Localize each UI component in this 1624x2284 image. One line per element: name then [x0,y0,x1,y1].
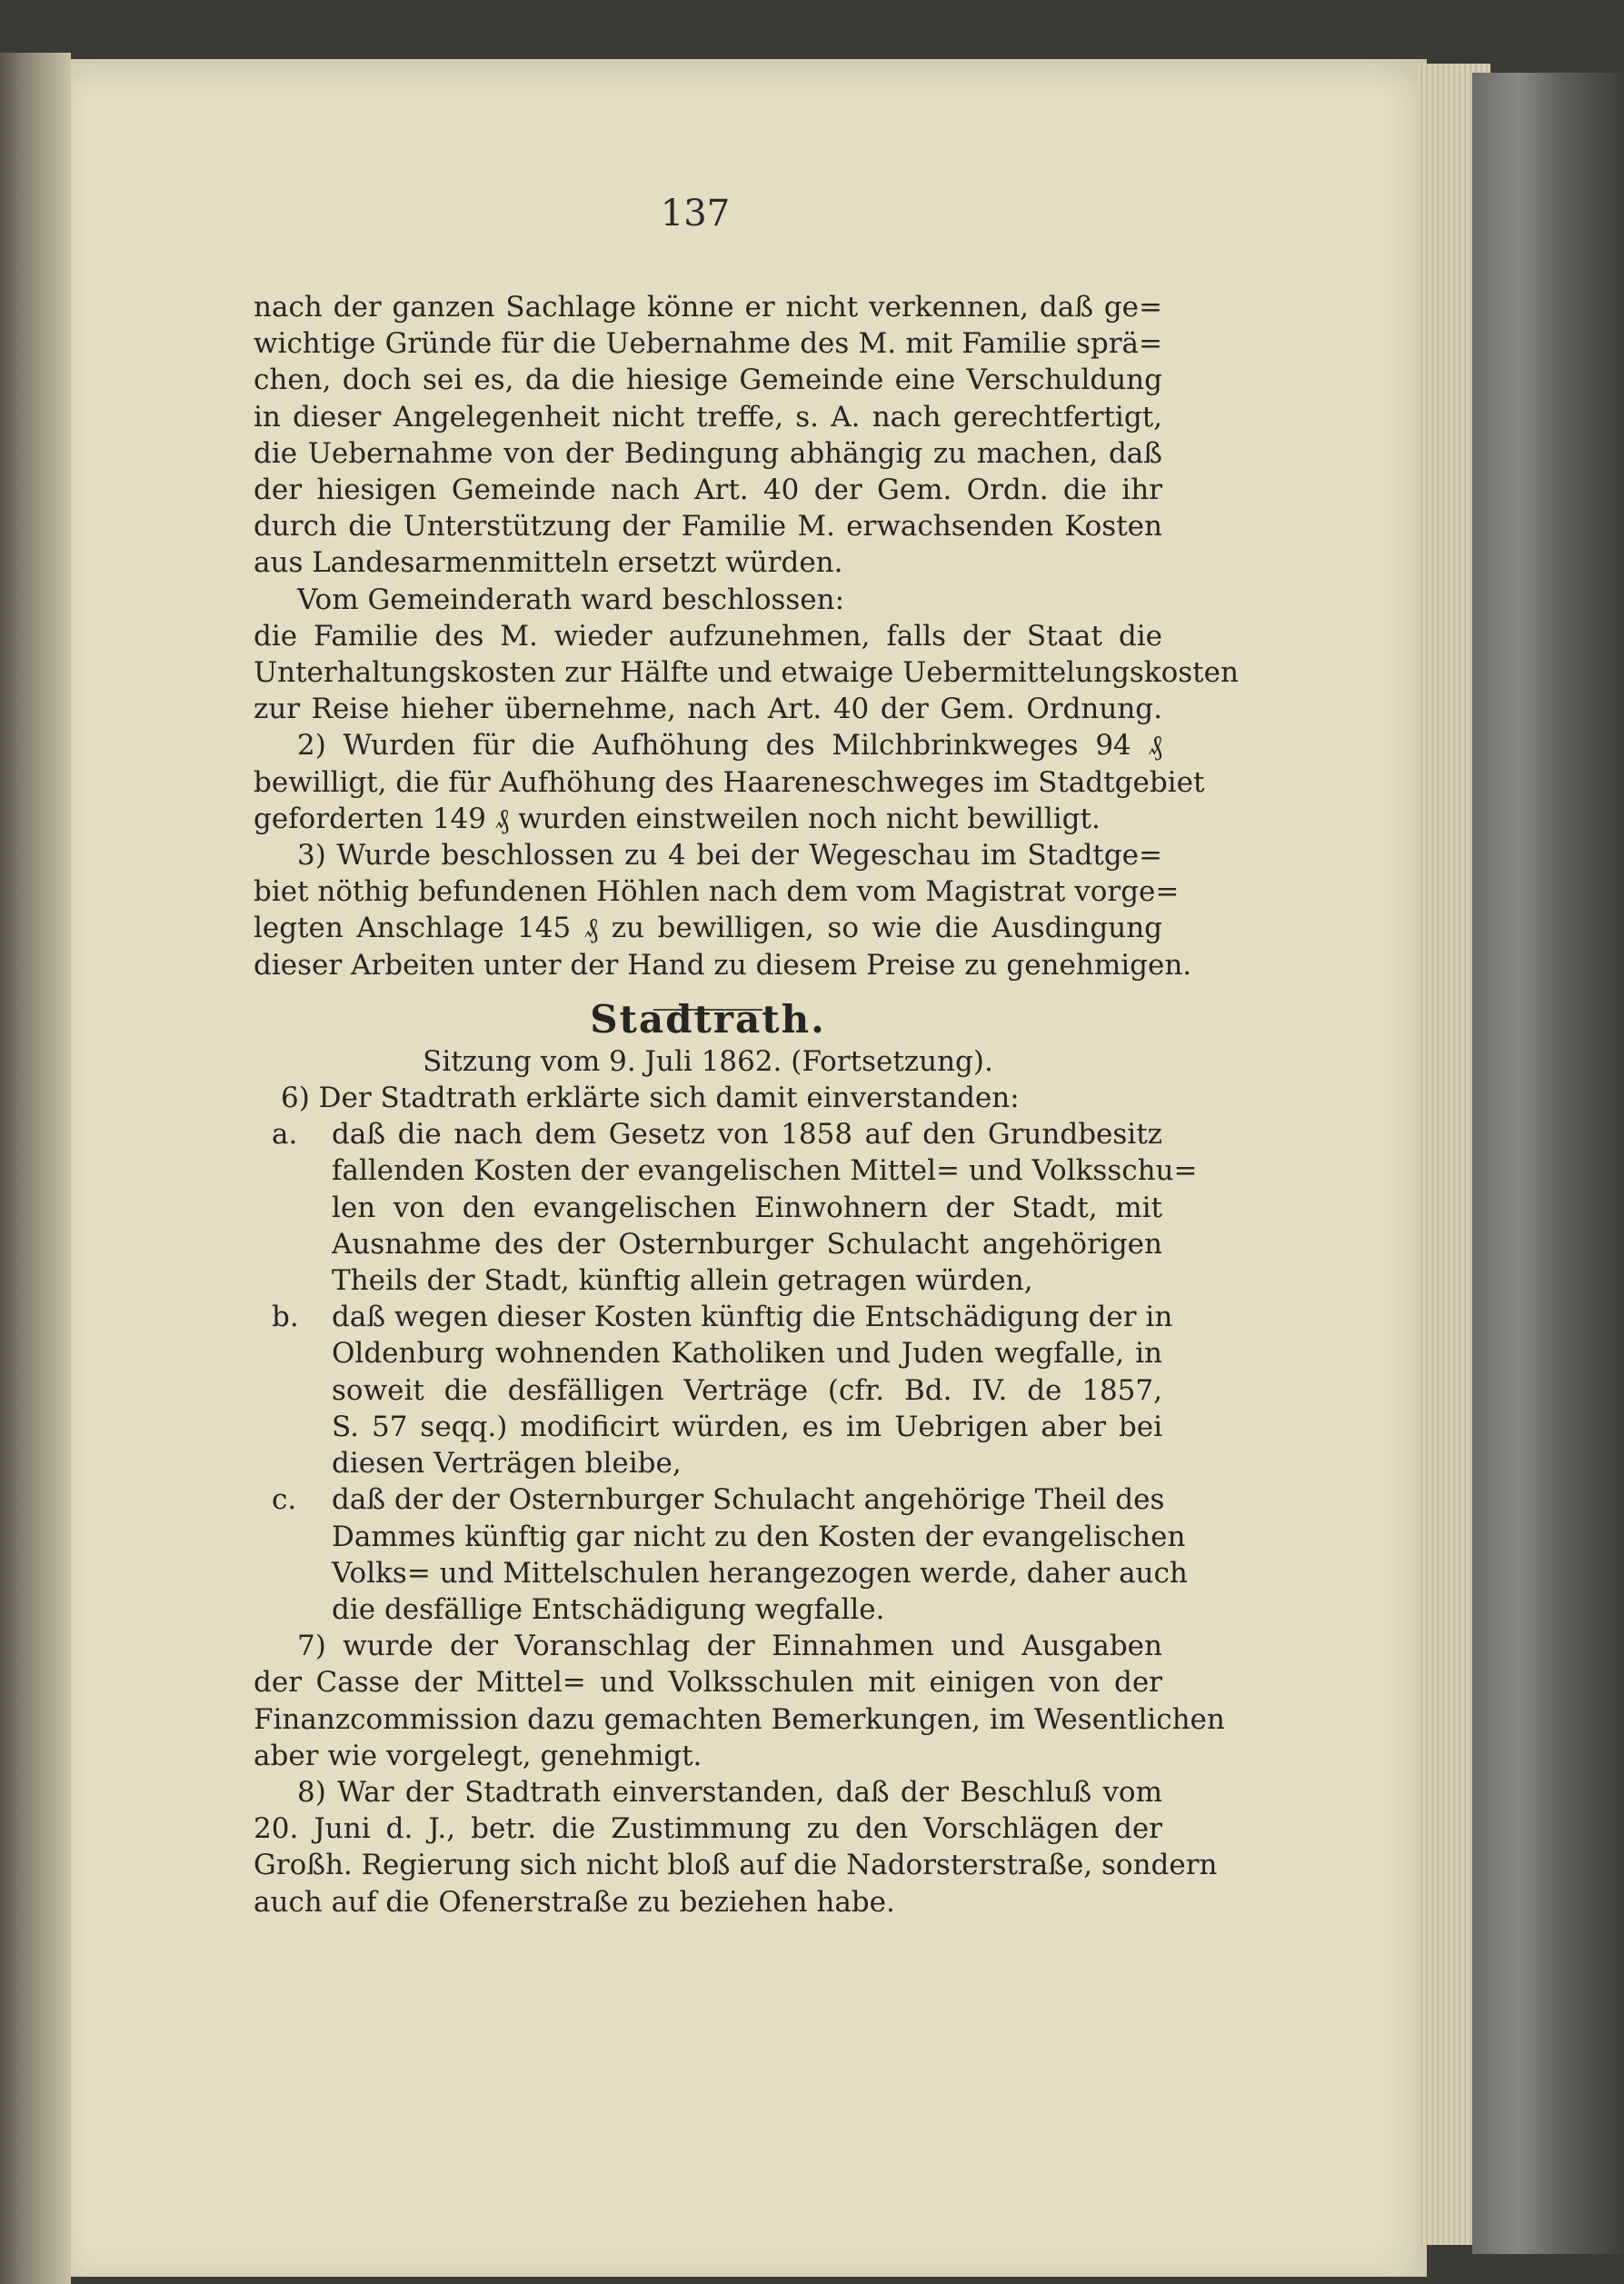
text-line: biet nöthig befundenen Höhlen nach dem vom Magistrat vorge= [254,875,1180,909]
section-divider [254,983,1162,996]
text-line: Volks= und Mittelschulen herangezogen werde, daher auch [332,1556,1188,1590]
page-number: 137 [660,193,731,234]
text-line: 3) Wurde beschlossen zu 4 bei der Wegeschau im Stadtge= [297,839,1162,873]
text-line: 6) Der Stadtrath erklärte sich damit einverstanden: [281,1082,1020,1115]
text-line: daß der der Osternburger Schulacht angehörige Theil des [332,1483,1165,1517]
list-label: c. [272,1483,297,1517]
text-line: chen, doch sei es, da die hiesige Gemeinde eine Verschuldung [254,364,1162,397]
left-page-edge [0,53,71,2284]
text-line: aus Landesarmenmitteln ersetzt würden. [254,546,843,580]
text-line: nach der ganzen Sachlage könne er nicht verkennen, daß ge= [254,291,1162,324]
text-line: daß wegen dieser Kosten künftig die Entschädigung der in [332,1301,1173,1334]
text-line: der Casse der Mittel= und Volksschulen mit einigen von der [254,1666,1162,1700]
list-label: b. [272,1301,299,1334]
text-line: die Familie des M. wieder aufzunehmen, falls der Staat die [254,619,1162,653]
text-line: die Uebernahme von der Bedingung abhängig zu machen, daß [254,436,1162,470]
text-line: Oldenburg wohnenden Katholiken und Juden wegfalle, in [332,1337,1162,1371]
text-line: dieser Arbeiten unter der Hand zu diesem Preise zu genehmigen. [254,948,1192,982]
text-line: Theils der Stadt, künftig allein getragen würden, [332,1264,1033,1298]
text-line: 7) wurde der Voranschlag der Einnahmen und Ausgaben [297,1630,1162,1663]
text-line: die desfällige Entschädigung wegfalle. [332,1592,885,1626]
text-line: in dieser Angelegenheit nicht treffe, s. A. nach gerechtfertigt, [254,400,1162,434]
text-line: diesen Verträgen bleibe, [332,1447,682,1481]
session-line: Sitzung vom 9. Juli 1862. (Fortsetzung). [423,1044,993,1078]
text-line: der hiesigen Gemeinde nach Art. 40 der Gem. Ordn. die ihr [254,474,1162,507]
text-line: 2) Wurden für die Aufhöhung des Milchbrinkweges 94 ₰ [297,729,1162,763]
list-label: a. [272,1118,298,1152]
text-line: fallenden Kosten der evangelischen Mittel= und Volksschu= [332,1154,1198,1188]
list-item-b [254,1299,1173,1335]
text-line: 8) War der Stadtrath einverstanden, daß der Beschluß vom [297,1775,1162,1809]
text-line: Finanzcommission dazu gemachten Bemerkungen, im Wesentlichen [254,1702,1225,1736]
list-item-a [254,1116,1162,1152]
text-line: bewilligt, die für Aufhöhung des Haareneschweges im Stadtgebiet [254,765,1205,799]
text-line: Großh. Regierung sich nicht bloß auf die Nadorsterstraße, sondern [254,1849,1218,1882]
text-line: geforderten 149 ₰ wurden einstweilen noch nicht bewilligt. [254,802,1101,835]
text-line: 20. Juni d. J., betr. die Zustimmung zu den Vorschlägen der [254,1812,1162,1846]
text-line: wichtige Gründe für die Uebernahme des M. mit Familie sprä= [254,327,1162,361]
text-line: legten Anschlage 145 ₰ zu bewilligen, so wie die Ausdingung [254,912,1162,945]
text-line: Ausnahme des der Osternburger Schulacht angehörigen [332,1227,1162,1261]
page-text [254,289,1239,1920]
section-heading: Stadtrath. [590,996,826,1042]
text-line: Unterhaltungskosten zur Hälfte und etwaige Uebermittelungskosten [254,656,1239,690]
text-line: auch auf die Ofenerstraße zu beziehen habe. [254,1885,895,1919]
text-line: len von den evangelischen Einwohnern der Stadt, mit [332,1191,1162,1224]
text-line: aber wie vorgelegt, genehmigt. [254,1739,702,1772]
text-line: zur Reise hieher übernehme, nach Art. 40 der Gem. Ordnung. [254,693,1162,726]
text-line: durch die Unterstützung der Familie M. erwachsenden Kosten [254,510,1162,544]
text-line: S. 57 seqq.) modificirt würden, es im Uebrigen aber bei [332,1410,1162,1443]
book-cover [1472,73,1624,2254]
text-line: Dammes künftig gar nicht zu den Kosten der evangelischen [332,1520,1186,1553]
list-item-c [254,1481,1165,1518]
text-line: Vom Gemeinderath ward beschlossen: [297,583,845,616]
text-line: daß die nach dem Gesetz von 1858 auf den Grundbesitz [332,1118,1162,1152]
text-line: soweit die desfälligen Verträge (cfr. Bd. IV. de 1857, [332,1373,1162,1407]
